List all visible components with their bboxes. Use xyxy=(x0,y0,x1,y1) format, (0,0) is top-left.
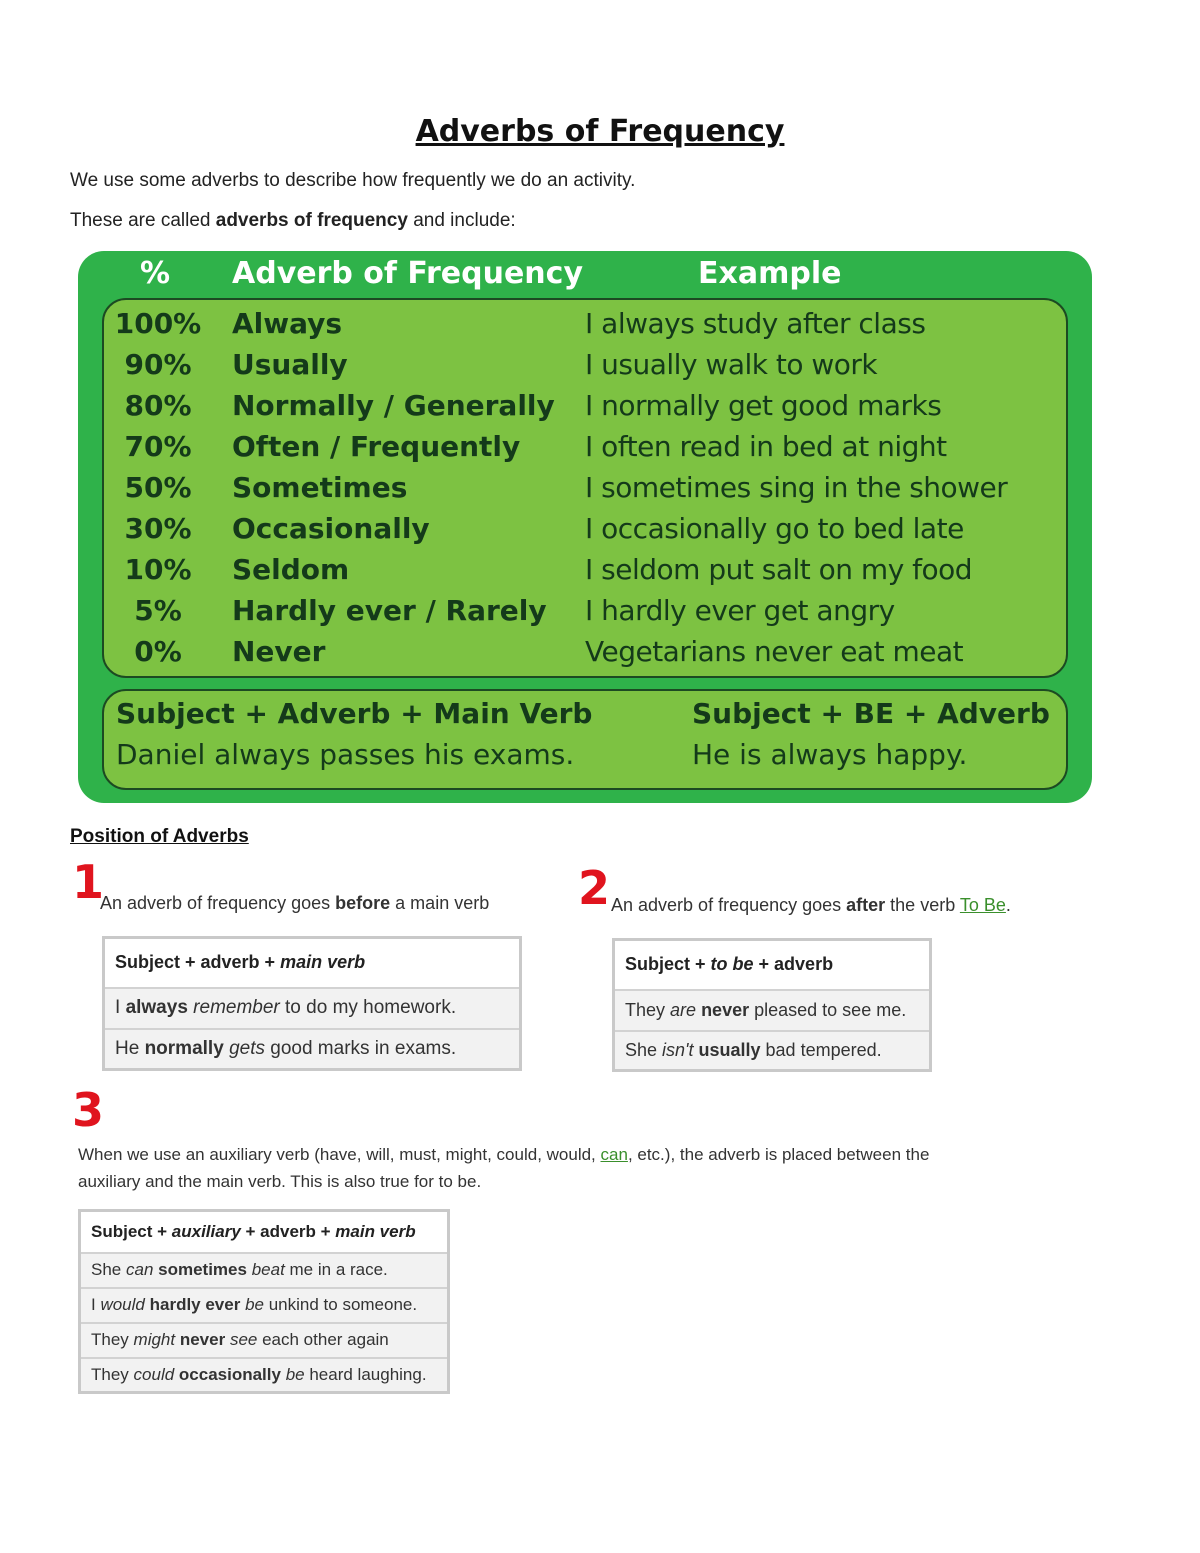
frequency-example: I sometimes sing in the shower xyxy=(585,471,1008,504)
frequency-percent: 5% xyxy=(134,594,182,627)
frequency-example: I often read in bed at night xyxy=(585,430,947,463)
intro-bold-term: adverbs of frequency xyxy=(215,210,408,231)
rule-2-mid: the verb xyxy=(885,895,960,915)
frequency-row xyxy=(0,430,1200,471)
cell-text: I xyxy=(91,1295,101,1314)
frequency-adverb: Occasionally xyxy=(232,512,430,545)
table-row xyxy=(80,1253,449,1288)
table-cell xyxy=(80,1253,449,1288)
rule-3-line-2: auxiliary and the main verb. This is also true for to be. xyxy=(78,1172,482,1191)
header-italic: main verb xyxy=(280,952,366,973)
header-part-mid: + adverb + xyxy=(240,1221,336,1241)
header-part: Subject + xyxy=(625,954,711,975)
page-title: Adverbs of Frequency xyxy=(415,114,785,149)
cell-bold: occasionally xyxy=(178,1364,281,1384)
cell-italic: see xyxy=(229,1330,258,1349)
cell-italic: remember xyxy=(193,997,280,1018)
header-part: Subject + adverb + xyxy=(115,952,281,973)
cell-italic: can xyxy=(125,1260,154,1279)
cell-bold: never xyxy=(701,999,750,1020)
frequency-percent: 70% xyxy=(124,430,192,463)
table-header-row xyxy=(80,1211,449,1253)
rule-2-pre: An adverb of frequency goes xyxy=(611,895,847,915)
cell-text-end: good marks in exams. xyxy=(264,1037,457,1059)
frequency-example: Vegetarians never eat meat xyxy=(585,635,964,668)
rule-1-pre: An adverb of frequency goes xyxy=(100,893,336,913)
rule-2-bold: after xyxy=(846,895,886,915)
table-cell xyxy=(614,1031,931,1071)
rule-1-post: a main verb xyxy=(390,893,490,913)
table-cell xyxy=(614,990,931,1031)
grammar-table-2 xyxy=(612,938,932,1072)
rule-2-post: . xyxy=(1005,895,1011,915)
frequency-example: I normally get good marks xyxy=(585,389,942,422)
header-part-end: + adverb xyxy=(753,954,834,975)
frequency-percent: 10% xyxy=(124,553,192,586)
cell-bold: usually xyxy=(698,1039,761,1060)
mark-2: 2 xyxy=(578,861,611,915)
cell-bold: never xyxy=(179,1330,226,1349)
frequency-percent: 80% xyxy=(124,389,192,422)
rule-1-bold: before xyxy=(335,893,391,913)
formula-left-text: Subject + Adverb + Main Verb xyxy=(116,697,593,730)
frequency-adverb: Normally / Generally xyxy=(232,389,555,422)
frequency-percent: 30% xyxy=(124,512,192,545)
cell-text-end: each other again xyxy=(257,1330,389,1349)
table-row xyxy=(104,988,521,1029)
frequency-row xyxy=(0,635,1200,676)
header-italic: auxiliary xyxy=(171,1221,241,1241)
cell-text: She xyxy=(625,1039,663,1060)
frequency-row xyxy=(0,512,1200,553)
header-italic: to be xyxy=(710,954,754,975)
header-adverb: Adverb of Frequency xyxy=(232,256,584,291)
cell-italic: be xyxy=(285,1364,305,1384)
cell-text-end: unkind to someone. xyxy=(264,1295,418,1314)
frequency-adverb: Usually xyxy=(232,348,348,381)
frequency-row xyxy=(0,389,1200,430)
cell-italic: beat xyxy=(251,1260,285,1279)
cell-bold: hardly ever xyxy=(149,1295,241,1314)
cell-text-end: heard laughing. xyxy=(304,1364,427,1384)
cell-bold: sometimes xyxy=(158,1260,247,1279)
cell-italic: isn't xyxy=(662,1039,694,1060)
table-row xyxy=(80,1288,449,1323)
header-example: Example xyxy=(698,256,842,291)
frequency-example: I occasionally go to bed late xyxy=(585,512,964,545)
cell-italic: could xyxy=(133,1364,175,1384)
intro-text: These are called xyxy=(70,210,216,231)
table-header-cell xyxy=(80,1211,449,1253)
mark-3: 3 xyxy=(72,1083,105,1137)
cell-italic: are xyxy=(670,999,697,1020)
table-cell xyxy=(80,1358,449,1393)
can-link[interactable]: can xyxy=(600,1145,628,1164)
cell-text: I xyxy=(115,997,126,1018)
cell-text: She xyxy=(91,1260,126,1279)
intro-line-2 xyxy=(70,210,516,232)
frequency-percent: 0% xyxy=(134,635,182,668)
header-part: Subject + xyxy=(91,1221,172,1241)
cell-text: They xyxy=(625,999,671,1020)
formula-right-example: He is always happy. xyxy=(692,738,968,771)
table-header-cell xyxy=(104,938,521,988)
table-cell xyxy=(80,1323,449,1358)
frequency-row xyxy=(0,471,1200,512)
frequency-example: I always study after class xyxy=(585,307,926,340)
table-header-row xyxy=(104,938,521,988)
frequency-example: I usually walk to work xyxy=(585,348,878,381)
header-percent: % xyxy=(140,256,171,291)
formula-left xyxy=(116,697,592,730)
to-be-link[interactable]: To Be xyxy=(959,895,1006,915)
frequency-row xyxy=(0,594,1200,635)
frequency-adverb: Seldom xyxy=(232,553,350,586)
cell-text: They xyxy=(91,1330,134,1349)
rule-3-post: , etc.), the adverb is placed between the xyxy=(627,1145,930,1164)
table-cell xyxy=(80,1288,449,1323)
frequency-adverb: Often / Frequently xyxy=(232,430,521,463)
grammar-table-3 xyxy=(78,1209,450,1394)
cell-text: They xyxy=(91,1364,134,1384)
table-header-row xyxy=(614,940,931,990)
table-row xyxy=(614,990,931,1031)
cell-text-end: pleased to see me. xyxy=(749,999,907,1020)
table-cell xyxy=(104,1029,521,1070)
cell-text-end: me in a race. xyxy=(284,1260,388,1279)
frequency-percent: 50% xyxy=(124,471,192,504)
cell-bold: normally xyxy=(144,1037,224,1059)
frequency-example: I seldom put salt on my food xyxy=(585,553,973,586)
cell-italic: be xyxy=(245,1295,264,1314)
cell-text: He xyxy=(115,1037,145,1059)
frequency-adverb: Sometimes xyxy=(232,471,408,504)
rule-3-text xyxy=(78,1141,1078,1195)
intro-line-1: We use some adverbs to describe how frequently we do an activity. xyxy=(70,170,636,191)
cell-text-end: bad tempered. xyxy=(760,1039,882,1060)
frequency-row xyxy=(0,307,1200,348)
formula-left-example: Daniel always passes his exams. xyxy=(116,738,575,771)
cell-italic: would xyxy=(100,1295,145,1314)
table-row xyxy=(80,1358,449,1393)
table-row xyxy=(104,1029,521,1070)
table-row xyxy=(614,1031,931,1071)
frequency-percent: 100% xyxy=(114,307,202,340)
intro-text-end: and include: xyxy=(407,210,516,231)
section-title: Position of Adverbs xyxy=(70,826,249,847)
table-cell xyxy=(104,988,521,1029)
frequency-row xyxy=(0,553,1200,594)
table-header-cell xyxy=(614,940,931,990)
cell-italic: might xyxy=(133,1330,176,1349)
frequency-adverb: Never xyxy=(232,635,326,668)
frequency-row xyxy=(0,348,1200,389)
frequency-adverb: Hardly ever / Rarely xyxy=(232,594,547,627)
frequency-example: I hardly ever get angry xyxy=(585,594,895,627)
rule-1-text xyxy=(100,893,489,914)
frequency-adverb: Always xyxy=(232,307,343,340)
cell-text-end: to do my homework. xyxy=(279,997,457,1018)
mark-1: 1 xyxy=(72,855,105,909)
frequency-percent: 90% xyxy=(124,348,192,381)
rule-3-pre: When we use an auxiliary verb (have, will, must, might, could, would, xyxy=(78,1145,601,1164)
grammar-table-1 xyxy=(102,936,522,1071)
formula-right-text: Subject + BE + Adverb xyxy=(692,697,1050,730)
header-italic-end: main verb xyxy=(335,1221,416,1241)
table-row xyxy=(80,1323,449,1358)
rule-2-text xyxy=(611,895,1011,916)
formula-right xyxy=(692,697,1050,730)
cell-bold: always xyxy=(125,997,188,1018)
cell-italic: gets xyxy=(229,1037,265,1059)
